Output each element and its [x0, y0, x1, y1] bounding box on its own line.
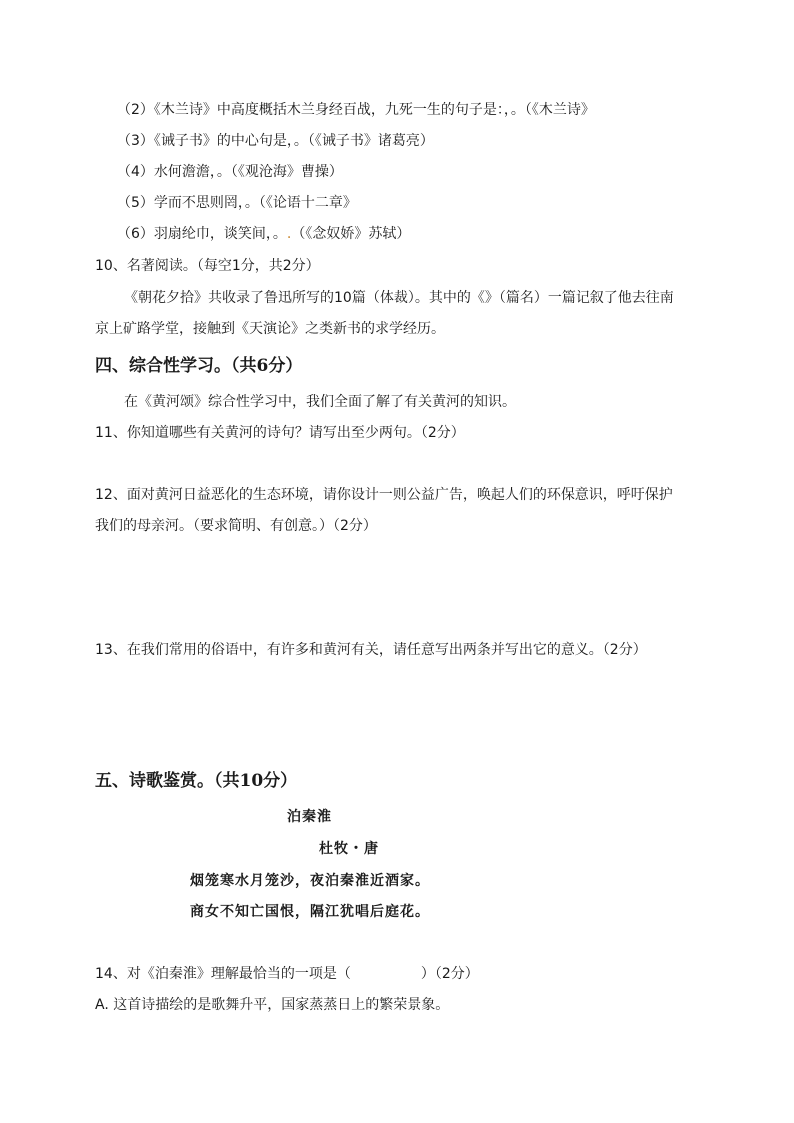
question-10-body-line2: 京上矿路学堂，接触到《天演论》之类新书的求学经历。 — [95, 321, 445, 337]
poem-title: 泊秦淮 — [287, 809, 332, 825]
question-12-line1: 12、面对黄河日益恶化的生态环境，请你设计一则公益广告，唤起人们的环保意识，呼吁保护 — [95, 487, 673, 503]
section-5-heading: 五、诗歌鉴赏。（共10分） — [95, 771, 298, 791]
question-11: 11、你知道哪些有关黄河的诗句？请写出至少两句。（2分） — [95, 425, 465, 441]
fill-item-3: （3）《诫子书》的中心句是，。（《诫子书》诸葛亮） — [117, 133, 434, 149]
question-10: 10、名著阅读。（每空1分，共2分） — [95, 258, 320, 274]
poem-line-1: 烟笼寒水月笼沙，夜泊秦淮近酒家。 — [190, 873, 430, 889]
fill-item-6-dots: . — [286, 226, 292, 242]
fill-item-6 — [117, 225, 410, 243]
fill-item-2: （2）《木兰诗》中高度概括木兰身经百战，九死一生的句子是：，。（《木兰诗》 — [117, 102, 595, 118]
fill-item-6-source: （《念奴娇》苏轼） — [291, 226, 411, 242]
fill-item-6-text: （6）羽扇纶巾，谈笑间，。 — [117, 226, 287, 242]
question-14: 14、对《泊秦淮》理解最恰当的一项是（ ）（2分） — [95, 966, 479, 982]
poem-line-2: 商女不知亡国恨，隔江犹唱后庭花。 — [190, 904, 430, 920]
fill-item-4: （4）水何澹澹，。（《观沧海》曹操） — [117, 164, 343, 180]
question-12-line2: 我们的母亲河。（要求简明、有创意。）（2分） — [95, 518, 377, 534]
question-14-option-a: A. 这首诗描绘的是歌舞升平，国家蒸蒸日上的繁荣景象。 — [95, 997, 450, 1013]
question-13: 13、在我们常用的俗语中，有许多和黄河有关，请任意写出两条并写出它的意义。（2分） — [95, 642, 647, 658]
question-10-body-line1: 《朝花夕拾》共收录了鲁迅所写的10篇（体裁）。其中的《》（篇名）一篇记叙了他去往南 — [124, 290, 674, 306]
fill-item-5: （5）学而不思则罔，。（《论语十二章》 — [117, 195, 357, 211]
section-4-intro: 在《黄河颂》综合性学习中，我们全面了解了有关黄河的知识。 — [124, 394, 516, 410]
poem-author: 杜牧・唐 — [319, 841, 379, 857]
section-4-heading: 四、综合性学习。（共6分） — [95, 356, 303, 376]
